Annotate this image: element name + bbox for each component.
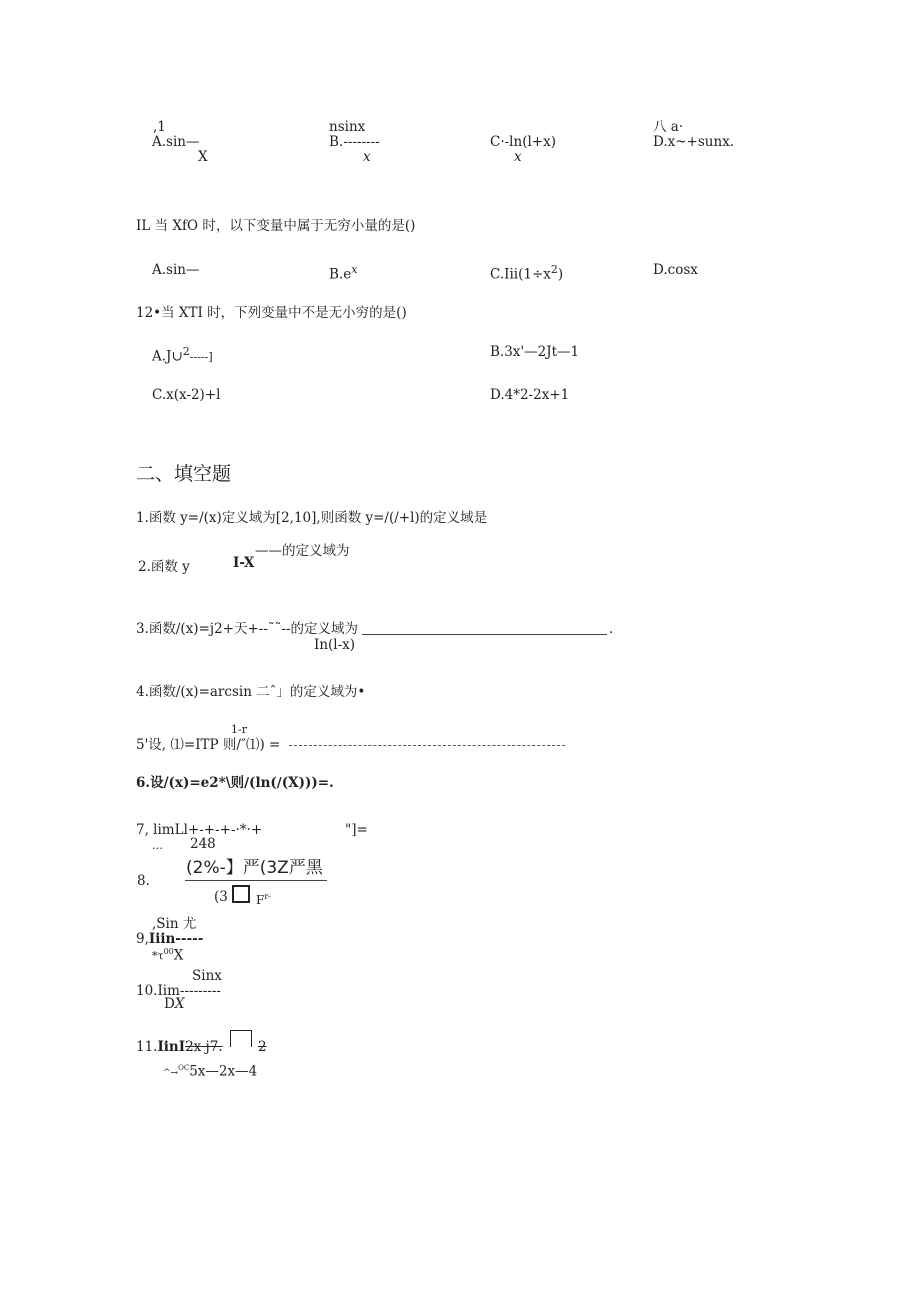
q11-option-c-superscript: 2 (550, 263, 558, 276)
q11-option-b (329, 262, 357, 283)
fill-10-sub-x: X (174, 996, 185, 1012)
q10-option-b-top: nsinx (329, 119, 366, 135)
fill-10-sub (164, 996, 184, 1012)
q10-option-c-denominator: x (514, 149, 522, 165)
fill-7-sub-dots: … (152, 839, 163, 852)
fill-11-sub-arrow: ^→ (163, 1068, 179, 1079)
fill-9-number: 9, (136, 931, 149, 947)
q10-option-b: B.-------- (329, 134, 380, 150)
q10-option-d: D.x~+sunx. (653, 134, 735, 150)
q10-option-a: A.sin— (152, 134, 200, 150)
q10-option-c: C·-ln(l+x) (490, 134, 556, 150)
q11-option-d: D.cosx (653, 262, 698, 278)
q10-option-b-denominator: x (363, 149, 371, 165)
q11-stem: IL 当 XfO 时，以下变量中属于无穷小量的是() (136, 218, 416, 234)
fill-9-sub (152, 944, 183, 965)
fill-4: 4.函数/(x)=arcsin 二ˆ」的定义域为• (136, 684, 366, 700)
fill-8-bottom-a: (3 (214, 889, 228, 905)
fill-11-sub-expression: 5x—2x—4 (189, 1063, 258, 1080)
fill-8-bottom-b-superscript: r- (264, 892, 271, 901)
q12-option-a-end: -----] (189, 350, 213, 364)
q11-option-c-end: ) (557, 266, 564, 283)
fill-2-top: ——的定义域为 (255, 543, 350, 559)
q12-option-d: D.4*2-2x+1 (490, 387, 570, 403)
q12-option-a-label: A.J∪ (152, 348, 183, 365)
fill-8-bottom-b-label: F (256, 893, 265, 907)
fill-5: 5'设, ⑴=ITP 则/″⑴) = (136, 737, 281, 753)
q12-option-c: C.x(x-2)+l (152, 387, 221, 403)
fill-8-fraction-bar (185, 880, 327, 881)
fill-11-sub (163, 1060, 257, 1082)
fill-11-sub-superscript: OC (178, 1064, 190, 1072)
q10-option-d-top: 八 a· (653, 119, 684, 135)
fill-10: 10.Iim--------- (136, 983, 221, 999)
q11-option-b-label: B.e (329, 266, 352, 283)
q12-option-b: B.3x'—2Jt—1 (490, 344, 580, 360)
q11-option-c-label: C.Iii(1÷x (490, 266, 551, 283)
fill-7: 7, limLl+-+-+-·*·+ (136, 822, 263, 838)
fill-11 (136, 1039, 223, 1055)
fill-11-strike: 2x j7. (185, 1039, 223, 1055)
fill-11-number: 11. (136, 1039, 158, 1055)
fill-9-dash: ----- (175, 931, 204, 947)
fill-9-sub-end: X (173, 947, 184, 964)
fill-6: 6.设/(x)=e2*\则∕(ln(∕(X)))=. (136, 775, 334, 791)
q10-option-a-denominator: X (198, 149, 208, 165)
fill-2-label: 2.函数 y (138, 559, 190, 575)
fill-2-denominator: I-X (233, 555, 255, 571)
fill-8-number: 8. (137, 873, 150, 889)
fill-3-end: . (609, 621, 614, 637)
fill-8-box-icon (232, 885, 250, 903)
q11-option-b-superscript: x (351, 263, 358, 276)
fill-3-blank-line (362, 634, 607, 635)
q12-option-a (152, 344, 213, 366)
fill-11-end: 2 (258, 1039, 267, 1055)
fill-8-bottom-b (256, 889, 271, 908)
fill-5-top: 1-r (231, 723, 247, 736)
fill-7-sub-numbers: 248 (190, 836, 216, 852)
fill-11-box-icon (230, 1030, 252, 1047)
fill-10-sub-label: D (164, 996, 175, 1012)
fill-11-lim: IinI (157, 1039, 186, 1055)
fill-8-top: (2%-】严(3Z严黑 (186, 858, 323, 878)
fill-3-denominator: In(l-x) (314, 637, 356, 653)
fill-9-sub-superscript: 00 (163, 947, 174, 956)
fill-9-top: ,Sin 尤 (152, 916, 197, 932)
q11-option-a: A.sin— (152, 262, 200, 278)
q10-option-a-top: ,1 (153, 119, 166, 135)
fill-9-sub-label: *τ (152, 949, 164, 963)
fill-1: 1.函数 y=/(x)定义域为[2,10],则函数 y=/(/+l)的定义域是 (136, 510, 488, 526)
fill-5-blank-line (289, 745, 565, 746)
fill-3: 3.函数/(x)=j2+天+--˜˜--的定义域为 (136, 621, 359, 637)
q11-option-c (490, 262, 563, 283)
q12-option-a-superscript: 2 (182, 345, 190, 358)
fill-9-lim: Iiin (148, 931, 176, 947)
fill-7-end: "]= (345, 822, 368, 838)
section-heading: 二、填空题 (136, 463, 232, 485)
fill-10-top: Sinx (192, 968, 222, 984)
q12-stem: 12•当 XTI 时，下列变量中不是无小穷的是() (136, 305, 407, 321)
